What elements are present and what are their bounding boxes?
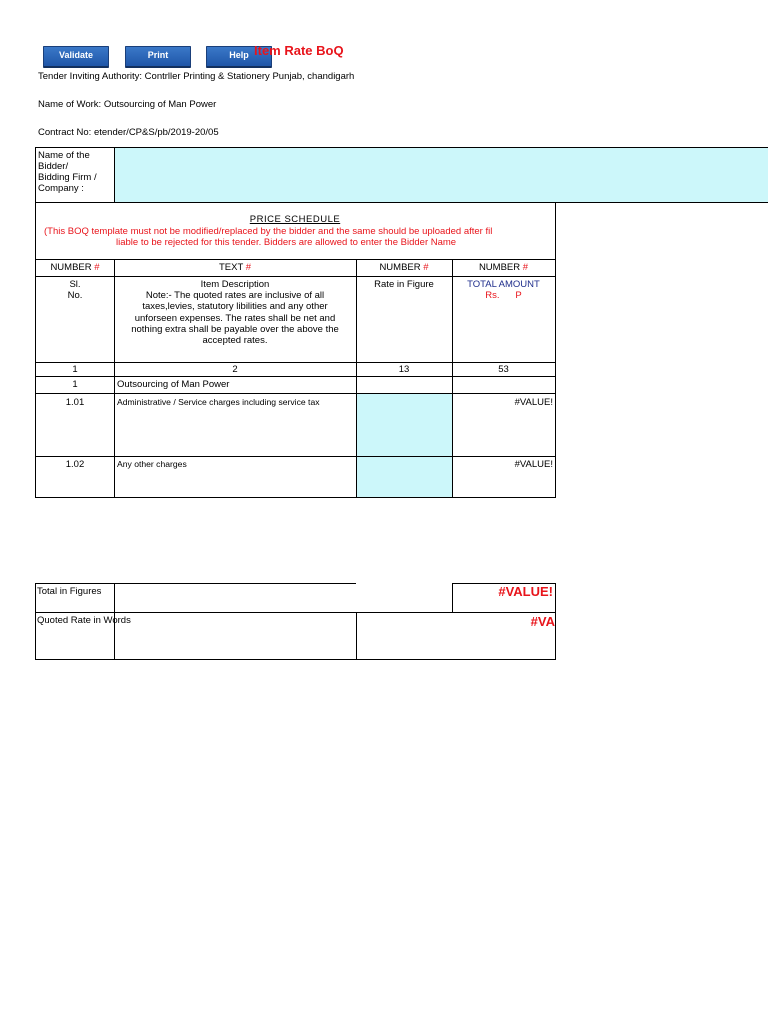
type-header: TEXT # — [218, 262, 252, 273]
item-description-header: Item Description Note:- The quoted rates are inclusive of all taxes,levies, statutory libilities and any other unforseen expenses. The rates shall be net and nothing extra shall be payable over the above the accepted rates. — [131, 279, 339, 347]
validate-button[interactable]: Validate — [43, 46, 109, 68]
row-sl-no: 1.01 — [65, 397, 85, 408]
column-number: 13 — [398, 364, 410, 375]
help-button[interactable]: Help — [206, 46, 272, 68]
column-number: 2 — [232, 364, 238, 375]
row-amount: #VALUE! — [514, 459, 553, 470]
rate-input[interactable] — [357, 457, 452, 497]
type-header: NUMBER # — [379, 262, 429, 273]
name-of-work: Name of Work: Outsourcing of Man Power — [38, 99, 217, 110]
row-sl-no: 1 — [72, 379, 78, 390]
quoted-rate-words-value: #VA — [530, 614, 555, 629]
type-header: NUMBER # — [50, 262, 100, 273]
row-sl-no: 1.02 — [65, 459, 85, 470]
price-schedule-heading: PRICE SCHEDULE — [249, 214, 341, 225]
print-button[interactable]: Print — [125, 46, 191, 68]
column-number: 53 — [498, 364, 509, 375]
page-title: Item Rate BoQ — [254, 43, 344, 58]
price-schedule-note: liable to be rejected for this tender. Bidders are allowed to enter the Bidder Name — [116, 237, 457, 248]
row-description: Any other charges — [117, 459, 187, 469]
type-header: NUMBER # — [478, 262, 529, 273]
bidder-label-line: Name of the — [38, 150, 90, 161]
price-schedule-note: (This BOQ template must not be modified/replaced by the bidder and the same should be uploaded after fil — [44, 226, 493, 237]
bidder-name-input[interactable] — [114, 147, 768, 203]
total-amount-header: TOTAL AMOUNT Rs. P — [467, 279, 540, 301]
bidder-label-line: Bidding Firm / — [38, 172, 97, 183]
row-amount: #VALUE! — [514, 397, 553, 408]
bidder-label-line: Company : — [38, 183, 84, 194]
bidder-label-line: Bidder/ — [38, 161, 69, 172]
row-description: Outsourcing of Man Power — [117, 379, 230, 390]
bidder-label-cell — [35, 147, 115, 203]
rate-input[interactable] — [357, 394, 452, 456]
sl-no-header: Sl. No. — [67, 279, 83, 301]
quoted-rate-words-label: Quoted Rate in Words — [37, 615, 131, 626]
row-description: Administrative / Service charges including service tax — [117, 397, 320, 407]
total-figures-label: Total in Figures — [37, 586, 102, 597]
tender-authority: Tender Inviting Authority: Contrller Printing & Stationery Punjab, chandigarh — [38, 71, 355, 82]
total-figures-value: #VALUE! — [498, 584, 553, 599]
contract-no: Contract No: etender/CP&S/pb/2019-20/05 — [38, 127, 219, 138]
column-number: 1 — [72, 364, 78, 375]
rate-header: Rate in Figure — [374, 279, 434, 290]
